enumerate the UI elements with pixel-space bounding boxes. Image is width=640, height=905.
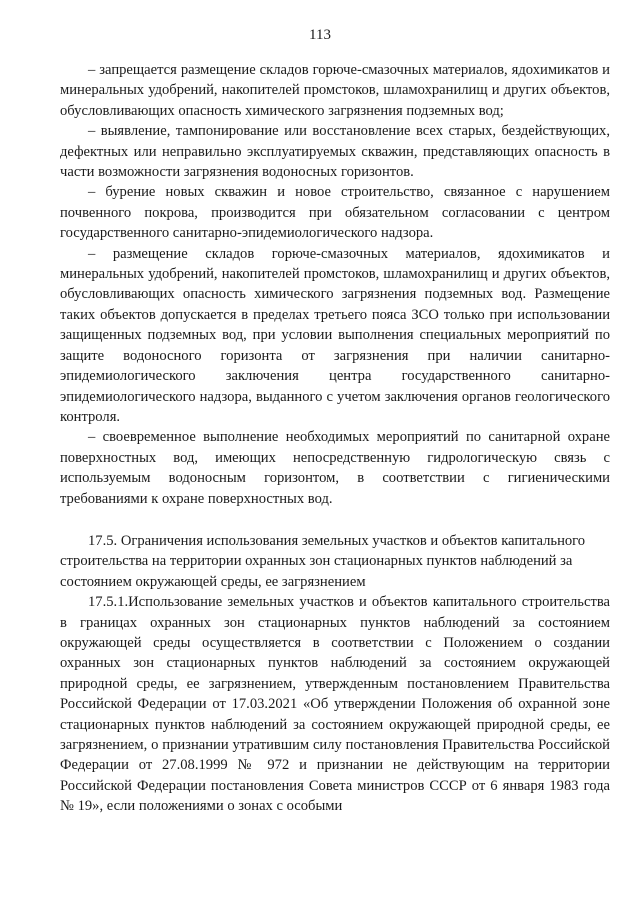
section-spacer <box>60 509 610 531</box>
document-body <box>60 60 610 817</box>
section-paragraph: 17.5.1.Использование земельных участков и объектов капитального строительства в границах охранных зон стационарных пунктов наблюдений за состоянием окружающей среды осуществляется в соответствии с Положением о создании охранных зон стационарных пунктов наблюдений за состоянием окружающей природной среды, ее загрязнением, утвержденным постановлением Правительства Российской Федерации от 17.03.2021 «Об утверждении Положения об охранной зоне стационарных пунктов наблюдений за состоянием окружающей природной среды, ее загрязнением, о признании утратившим силу постановления Правительства Российской Федерации от 27.08.1999 № 972 и признании не действующим на территории Российской Федерации постановления Совета министров СССР от 6 января 1983 года № 19», если положениями о зонах с особыми <box>60 594 610 815</box>
list-item-well-restoration: – выявление, тампонирование или восстановление всех старых, бездействующих, дефектных или неправильно эксплуатируемых скважин, представляющих опасность в части возможности загрязнения водоносных горизонтов. <box>60 123 610 181</box>
section-heading: 17.5. Ограничения использования земельных участков и объектов капитального строительства на территории охранных зон стационарных пунктов наблюдений за состоянием окружающей среды, ее загрязнением <box>60 532 586 590</box>
list-item-drilling-approval: – бурение новых скважин и новое строительство, связанное с нарушением почвенного покрова, производится при обязательном согласовании с центром государственного санитарно-эпидемиологического надзора. <box>60 184 610 242</box>
page-number: 113 <box>309 27 331 43</box>
list-item-storage-placement: – размещение складов горюче-смазочных материалов, ядохимикатов и минеральных удобрений, накопителей промстоков, шламохранилищ и других объектов, обусловливающих опасность химического загрязнения подземных вод. Размещение таких объектов допускается в пределах третьего пояса ЗСО только при использовании защищенных подземных вод, при условии выполнения специальных мероприятий по защите водоносного горизонта от загрязнения при наличии санитарно-эпидемиологического заключения центра государственного санитарно-эпидемиологического надзора, выданного с учетом заключения органов геологического контроля. <box>60 245 610 425</box>
list-item-storage-ban: – запрещается размещение складов горюче-смазочных материалов, ядохимикатов и минеральных удобрений, накопителей промстоков, шламохранилищ и других объектов, обусловливающих опасность химического загрязнения подземных вод; <box>60 62 610 119</box>
list-item-surface-water-protection: – своевременное выполнение необходимых мероприятий по санитарной охране поверхностных вод, имеющих непосредственную гидрологическую связь с используемым водоносным горизонтом, в соответствии с гигиеническими требованиями к охране поверхностных вод. <box>60 429 610 507</box>
